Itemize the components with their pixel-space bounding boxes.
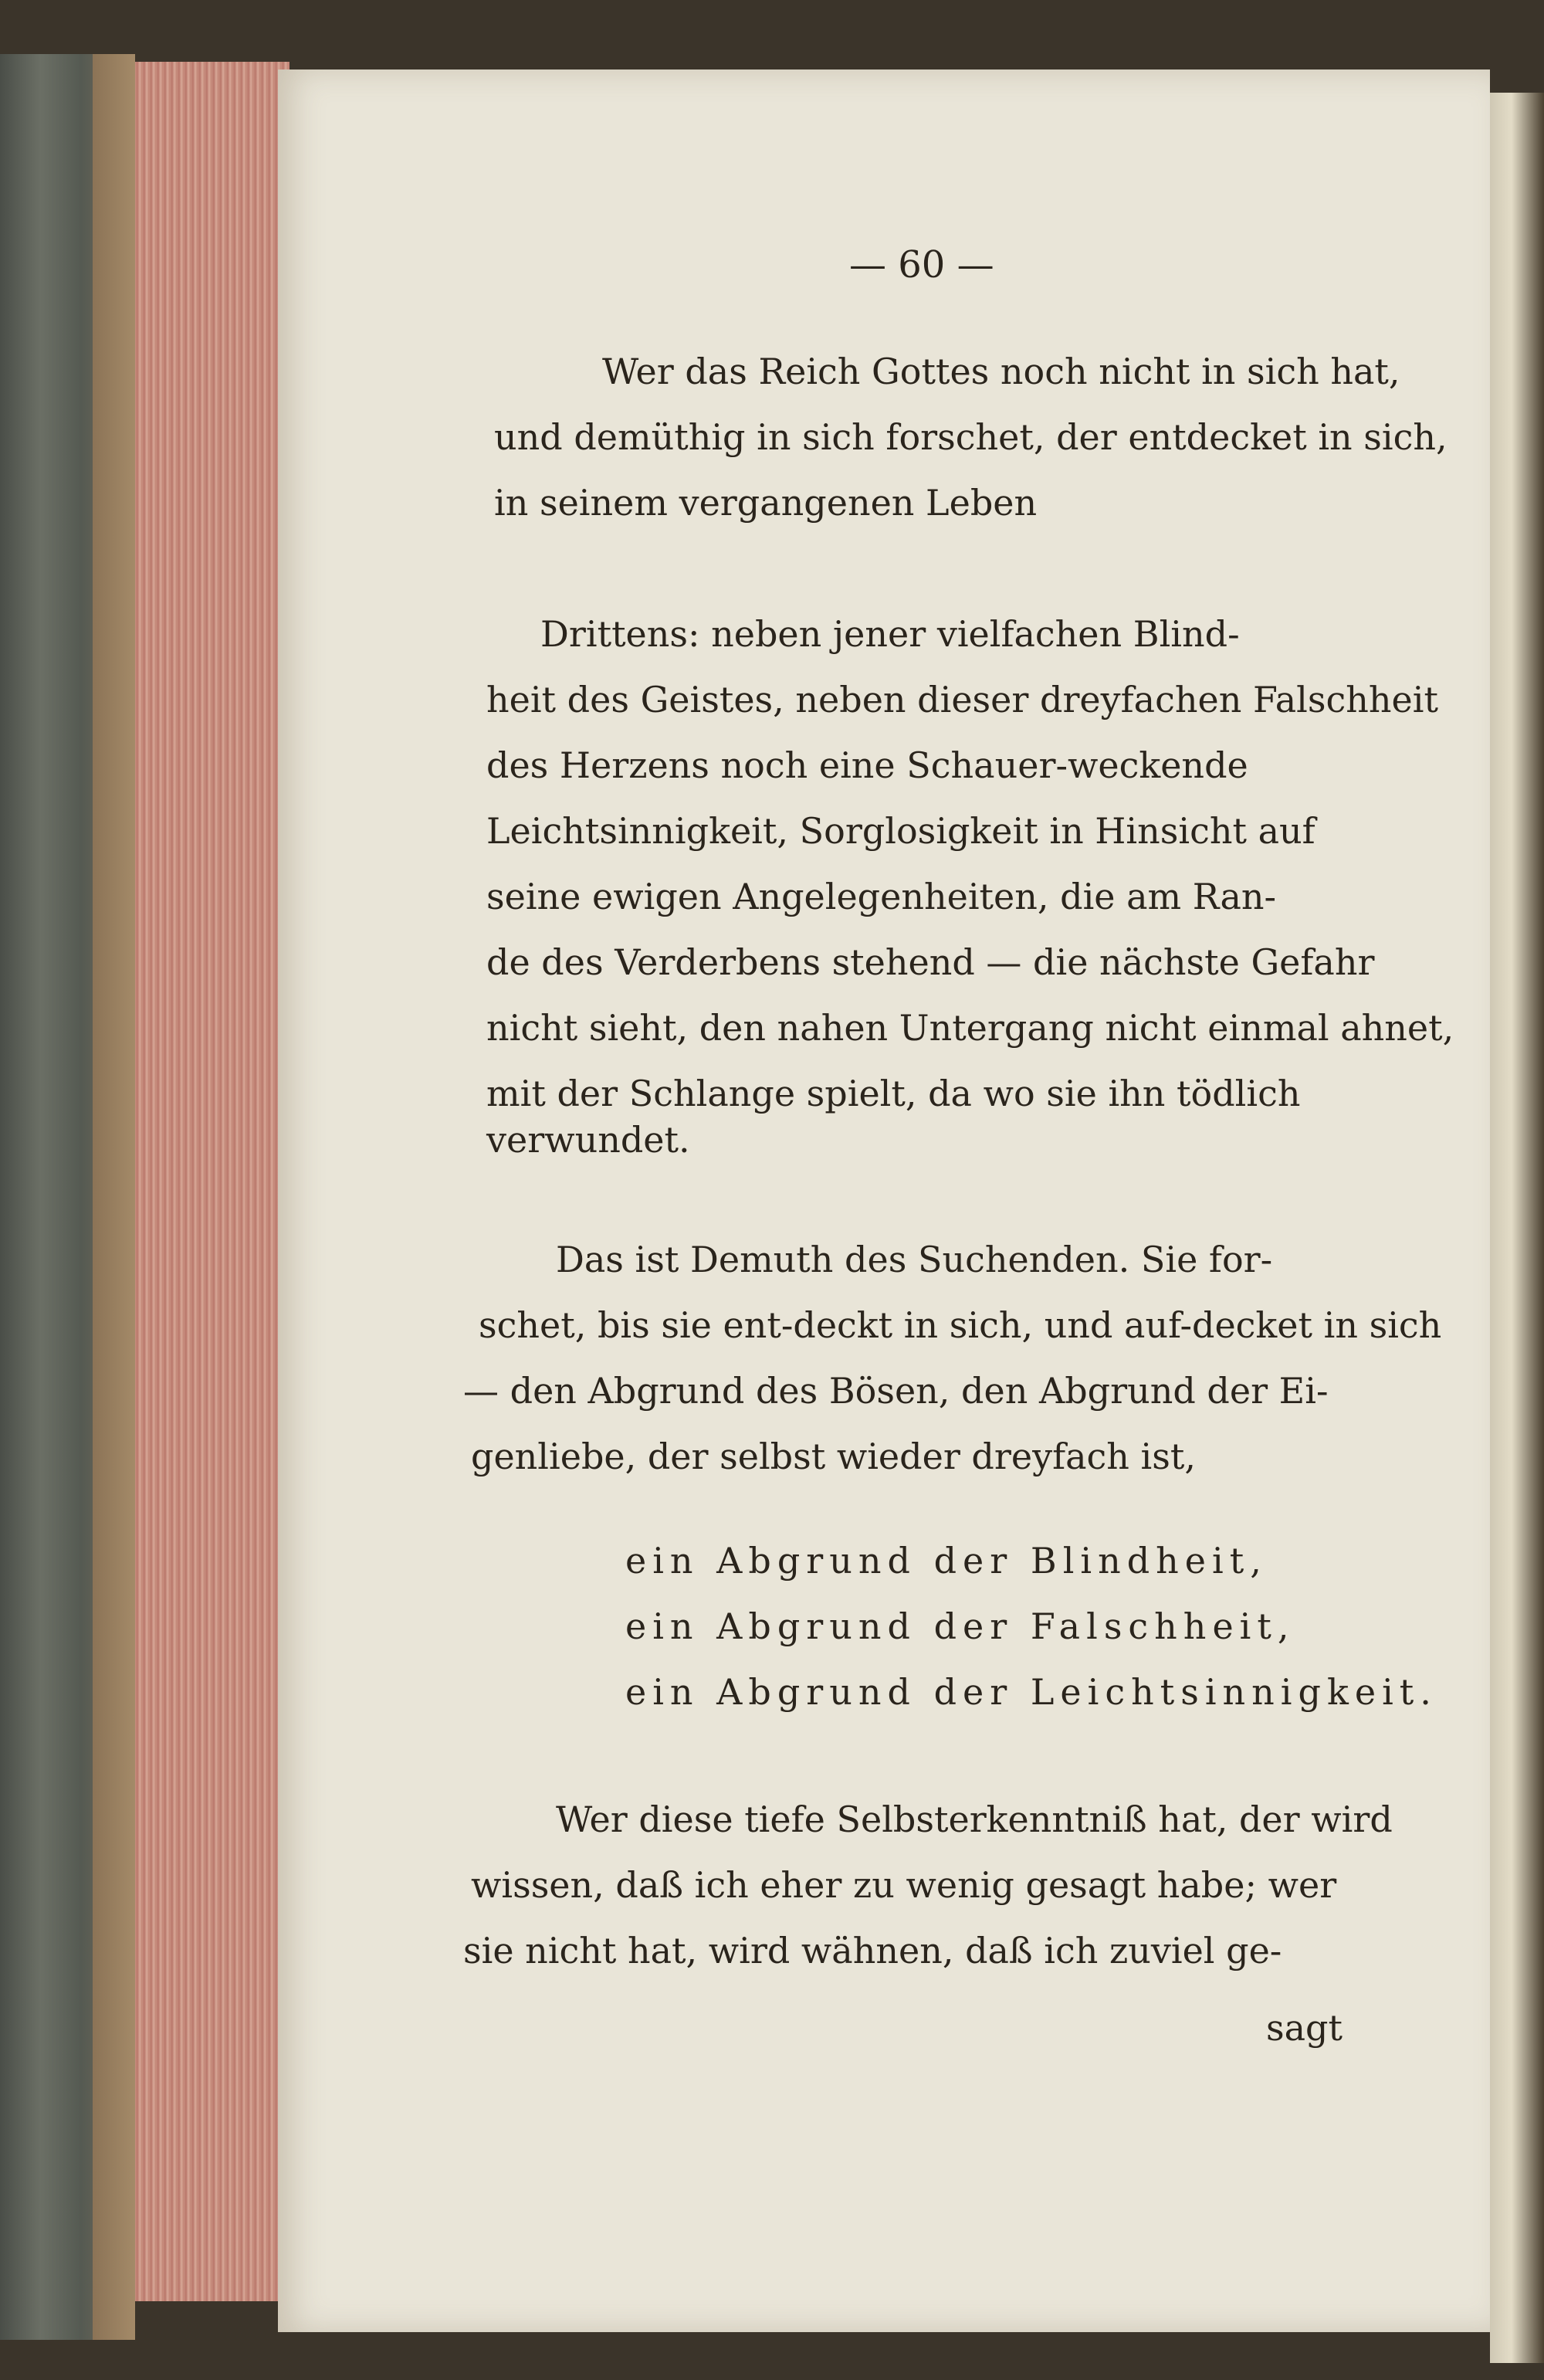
text-line: sie nicht hat, wird wähnen, daß ich zuviel ge-: [463, 1930, 1282, 1971]
text-line: de des Verderbens stehend — die nächste Gefahr: [486, 941, 1375, 983]
text-line: ein Abgrund der Falschheit,: [625, 1605, 1295, 1647]
text-line: ein Abgrund der Blindheit,: [625, 1540, 1268, 1582]
text-line: des Herzens noch eine Schauer-weckende: [486, 744, 1248, 786]
text-line: Das ist Demuth des Suchenden. Sie for-: [556, 1239, 1273, 1280]
text-line: und demüthig in sich forschet, der entdecket in sich,: [494, 416, 1448, 458]
text-line: Leichtsinnigkeit, Sorglosigkeit in Hinsicht auf: [486, 810, 1315, 852]
book-page: [278, 70, 1490, 2332]
text-line: heit des Geistes, neben dieser dreyfachen Falschheit: [486, 679, 1438, 720]
text-line: seine ewigen Angelegenheiten, die am Ran-: [486, 876, 1277, 917]
text-line: schet, bis sie ent-deckt in sich, und auf-decket in sich: [479, 1304, 1442, 1346]
text-line: Drittens: neben jener vielfachen Blind-: [540, 613, 1240, 655]
page-edges-left: [135, 62, 290, 2301]
catchword: sagt: [1266, 2007, 1343, 2049]
text-line: genliebe, der selbst wieder dreyfach ist,: [471, 1436, 1196, 1477]
text-line: Wer diese tiefe Selbsterkenntniß hat, der wird: [556, 1799, 1393, 1840]
text-line: mit der Schlange spielt, da wo sie ihn tödlich: [486, 1073, 1301, 1114]
page-edges-right: [1490, 93, 1544, 2363]
text-line: Wer das Reich Gottes noch nicht in sich hat,: [602, 351, 1400, 392]
text-line: nicht sieht, den nahen Untergang nicht einmal ahnet,: [486, 1007, 1454, 1049]
page-number: — 60 —: [849, 243, 994, 286]
book-cover: [0, 54, 135, 2340]
text-line: in seinem vergangenen Leben: [494, 482, 1038, 524]
text-line: — den Abgrund des Bösen, den Abgrund der Ei-: [463, 1370, 1329, 1412]
text-line: verwundet.: [486, 1119, 690, 1161]
text-line: ein Abgrund der Leichtsinnigkeit.: [625, 1671, 1437, 1713]
text-line: wissen, daß ich eher zu wenig gesagt habe; wer: [471, 1864, 1337, 1906]
